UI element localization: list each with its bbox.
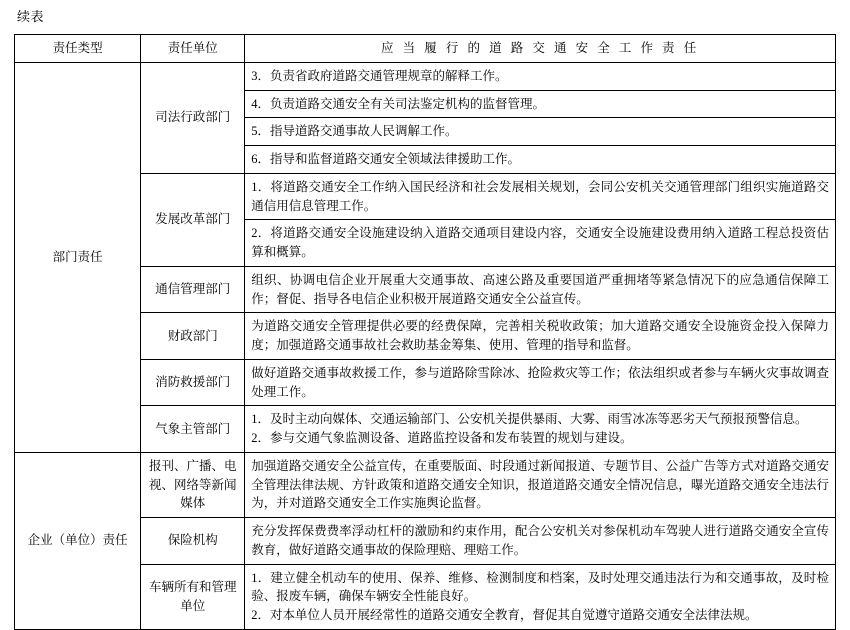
unit-cell: 报刊、广播、电视、网络等新闻媒体: [141, 452, 245, 517]
unit-cell: 保险机构: [141, 518, 245, 565]
header-cell-unit: 责任单位: [141, 35, 245, 63]
table-row: [15, 62, 836, 90]
unit-cell: 车辆所有和管理单位: [141, 564, 245, 629]
table-row: [15, 452, 836, 517]
responsibility-table: [14, 34, 836, 630]
duty-cell: 6．指导和监督道路交通安全领域法律援助工作。: [245, 146, 836, 174]
category-cell: 部门责任: [15, 62, 141, 452]
duty-cell: 5．指导道路交通事故人民调解工作。: [245, 118, 836, 146]
unit-cell: 司法行政部门: [141, 62, 245, 173]
duty-cell: 加强道路交通安全公益宣传，在重要版面、时段通过新闻报道、专题节目、公益广告等方式对道路交通安全管理法律法规、方针政策和道路交通安全知识，报道道路交通安全情况信息，曝光道路交通安全违法行为，并对道路交通安全工作实施舆论监督。: [245, 452, 836, 517]
unit-cell: 消防救援部门: [141, 359, 245, 406]
duty-line: 2．对本单位人员开展经常性的道路交通安全教育，督促其自觉遵守道路交通安全法律法规。: [251, 608, 758, 622]
duty-line: 1．建立健全机动车的使用、保养、维修、检测制度和档案，及时处理交通违法行为和交通事故，及时检验、报废车辆，确保车辆安全性能良好。: [251, 570, 829, 604]
unit-cell: 气象主管部门: [141, 406, 245, 453]
duty-cell: 2．将道路交通安全设施建设纳入道路交通项目建设内容，交通安全设施建设费用纳入道路工程总投资估算和概算。: [245, 220, 836, 267]
duty-cell: 3．负责省政府道路交通管理规章的解释工作。: [245, 62, 836, 90]
duty-cell: 为道路交通安全管理提供必要的经费保障，完善相关税收政策；加大道路交通安全设施资金投入保障力度；加强道路交通事故社会救助基金筹集、使用、管理的指导和监督。: [245, 313, 836, 360]
duty-cell: 4．负责道路交通安全有关司法鉴定机构的监督管理。: [245, 90, 836, 118]
duty-cell: [245, 406, 836, 453]
category-cell: 企业（单位）责任: [15, 452, 141, 629]
duty-line: 2．参与交通气象监测设备、道路监控设备和发布装置的规划与建设。: [251, 431, 633, 445]
duty-cell: 1．将道路交通安全工作纳入国民经济和社会发展相关规划，会同公安机关交通管理部门组织实施道路交通信用信息管理工作。: [245, 173, 836, 220]
duty-cell: 做好道路交通事故救援工作，参与道路除雪除冰、抢险救灾等工作；依法组织或者参与车辆火灾事故调查处理工作。: [245, 359, 836, 406]
header-cell-category: 责任类型: [15, 35, 141, 63]
duty-line: 1．及时主动向媒体、交通运输部门、公安机关提供暴雨、大雾、雨雪冰冻等恶劣天气预报预警信息。: [251, 412, 808, 427]
continued-label: 续表: [17, 9, 45, 24]
unit-cell: 发展改革部门: [141, 173, 245, 266]
unit-cell: 通信管理部门: [141, 266, 245, 313]
duty-cell: 组织、协调电信企业开展重大交通事故、高速公路及重要国道严重拥堵等紧急情况下的应急通信保障工作；督促、指导各电信企业积极开展道路交通安全公益宣传。: [245, 266, 836, 313]
duty-cell: 充分发挥保费费率浮动杠杆的激励和约束作用，配合公安机关对参保机动车驾驶人进行道路交通安全宣传教育，做好道路交通事故的保险理赔、理赔工作。: [245, 518, 836, 565]
table-header-row: [15, 35, 836, 63]
duty-cell: [245, 564, 836, 629]
unit-cell: 财政部门: [141, 313, 245, 360]
header-cell-duty: 应 当 履 行 的 道 路 交 通 安 全 工 作 责 任: [245, 35, 836, 63]
